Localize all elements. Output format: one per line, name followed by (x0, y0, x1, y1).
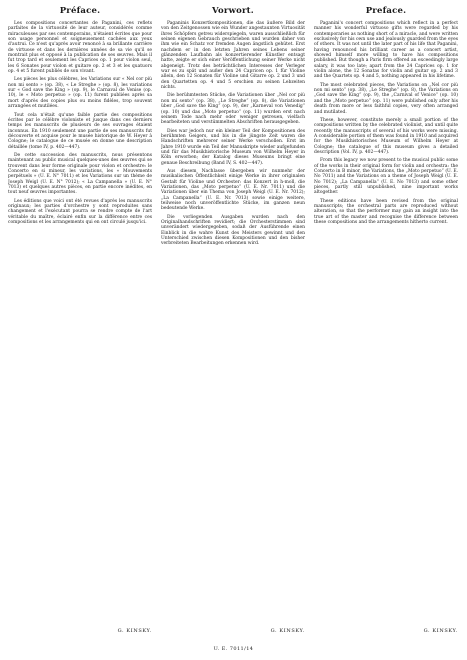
document-page (8, 6, 459, 654)
paragraph: Aus diesem Nachlasse übergeben wir nunmehr der musikalischen Öffentlichkeit einige Werke in ihrer originalen Gestalt für Violine und Orchester: das Konzert in h-moll, die Variationen, das „Moto perpetuo“ (U. E. Nr. 7011) und die Variationen über ein Thema von Joseph Weigl (U. E. Nr. 7012); „La Campanella“ (U. E. Nr. 7013) sowie einige weitere, teilweise noch unveröffentlichte Stücke, im ganzen neun bedeutende Werke. (161, 168, 305, 212)
french-preface-column (8, 6, 152, 626)
french-signature: G. KINSKY. (117, 628, 152, 634)
german-vorwort-column (161, 6, 305, 626)
paragraph: Les pièces les plus célèbres, les Variations sur « Nel cor più non mi sento » (op. 38), « Le Streghe » (op. 8), les variations sur « God save the King » (op. 9), le Carnaval de Venise (op. 10), le « Moto perpetuo » (op. 11) furent publiées après sa mort d'après des copies plus ou moins fidèles, trop souvent arrangées et mutilées. (8, 77, 152, 110)
german-signature: G. KINSKY. (270, 628, 305, 634)
paragraph: The most celebrated pieces, the Variations on „Nel cor più non mi sento“ (op. 38), „Le Streghe“ (op. 8), the Variations on „God save the King“ (op. 9), the „Carnival of Venice“ (op. 10) and the „Moto perpetuo“ (op. 11) were published only after his death from more or less faithful copies, very often arranged and mutilated. (314, 82, 458, 115)
plate-number-footer: U. E. 7011/14 (213, 646, 254, 652)
paragraph: Les éditions que voici ont été revues d'après les manuscrits originaux; les parties d'orchestre y sont reproduites sans changement et l'exécutant pourra se rendre compte de l'art véritable du maître, éclairé enfin sur la différence entre ces compositions et les arrangements qui en ont circulé jusqu'ici. (8, 198, 152, 226)
paragraph: These, however, constitute merely a small portion of the compositions written by the celebrated violinist, and until quite recently the manuscripts of several of his works were missing. A considerable portion of them was found in 1910 and acquired for the Musikhistorisches Museum of Wilhelm Heyer at Cologne; the catalogue of this museum gives a detailed description (Vol. IV, p. 402—447). (314, 117, 458, 155)
english-preface-title: Preface. (365, 6, 407, 16)
paragraph: These editions have been revised from the original manuscripts; the orchestral parts are reproduced without alteration, so that the performer may gain an insight into the true art of the master and recognise the difference between these compositions and the arrangements hitherto current. (314, 198, 458, 226)
german-vorwort-title: Vorwort. (212, 6, 254, 16)
paragraph: From this legacy we now present to the musical public some of the works in their original form for violin and orchestra: the Concerto in B minor, the Variations, the „Moto perpetuo“ (U. E. No 7011) and the Variations on a theme of Joseph Weigl (U. E. No 7012); „La Campanella“ (U. E. No 7013) and some other pieces, partly still unpublished, nine important works altogether. (314, 158, 458, 196)
paragraph: Die berühmtesten Stücke, die Variationen über „Nel cor più non mi sento“ (op. 38), „Le Streghe“ (op. 8), die Variationen über „God save the King“ (op. 9), der „Karneval von Venedig“ (op. 10) und das „Moto perpetuo“ (op. 11) wurden erst nach seinem Tode nach mehr oder weniger getreuen, vielfach bearbeiteten und verstümmelten Abschriften herausgegeben. (161, 93, 305, 126)
paragraph: De cette succession des manuscrits, nous présentons maintenant au public musical quelques-unes des œuvres qui se trouvent dans leur forme originale pour violon et orchestre: le Concerto en si mineur, les variations, les « Mouvements perpétuels » (U. E. N° 7011) et les Variations sur un thème de Joseph Weigl (U. E. N° 7012); « La Campanella » (U. E. N° 7013) et quelques autres pièces, en partie encore inédites, en tout neuf œuvres importantes. (8, 152, 152, 196)
paragraph: Les compositions concertantes de Paganini, ces reflets parfaites de la virtuosité de leur auteur, considérés comme miraculeuses par ses contemporains, n'étaient écrites que pour son usage personnel et soigneusement cachées aux yeux d'autrui. Ce n'est qu'après avoir renoncé à sa brillante carrière de virtuose et dans les dernières années de sa vie qu'il se montrait plus et opposé à la publication de ses œuvres. Mais il fut trop tard et seulement les Caprices op. 1 pour violon seul, les 6 Sonates pour violon et guitare op. 2 et 3 et les quatuors op. 4 et 5 furent publiés de son vivant. (8, 21, 152, 75)
german-vorwort-body (161, 21, 305, 247)
french-preface-title: Préface. (59, 6, 101, 16)
paragraph: Paganinis Konzertkompositionen, die das äußere Bild der von den Zeitgenossen wie ein Wunder angestaunten Virtuosität ihres Schöpfers getreu widerspiegeln, waren ausschließlich für seinen eigenen Gebrauch geschrieben und wurden daher von ihm wie ein Schatz vor fremden Augen ängstlich gehütet. Erst nachdem er in den letzten Jahren seines Lebens seiner glänzenden Laufbahn als konzertierender Künstler entsagt hatte, zeigte er sich einer Veröffentlichung seiner Werke nicht abgeneigt. Trotz des beträchtlichen Interesses der Verleger war es zu spät und außer den 24 Capricen op. 1 für Violine allein, den 12 Sonaten für Violine und Gitarre op. 2 und 3 und den Quartetten op. 4 und 5 erschien zu seinen Lebzeiten nichts. (161, 21, 305, 91)
paragraph: Tout cela n'était qu'une faible partie des compositions écrites par le célèbre violoniste et jusque dans ces derniers temps les manuscrits de plusieurs de ses ouvrages étaient inconnus. En 1910 seulement une partie de ses manuscrits fut découverte et acquise pour le musée historique de W. Heyer à Cologne; le catalogue de ce musée en donne une description détaillée (tome IV, p. 402—447). (8, 112, 152, 150)
french-preface-body (8, 21, 152, 225)
paragraph: Dies war jedoch nur ein kleiner Teil der Kompositionen des berühmten Geigers, und bis in die jüngste Zeit waren die Handschriften mehrerer seiner Werke verschollen. Erst im Jahre 1910 wurde ein Teil der Manuskripte wieder aufgefunden und für das Musikhistorische Museum von Wilhelm Heyer in Köln erworben; der Katalog dieses Museums bringt eine genaue Beschreibung (Band IV, S. 402—447). (161, 128, 305, 166)
english-signature: G. KINSKY. (423, 628, 458, 634)
paragraph: Die vorliegenden Ausgaben wurden nach den Originalhandschriften revidiert; die Orchesterstimmen sind unverändert wiedergegeben, sodaß der Ausführende einen Einblick in die wahre Kunst des Meisters gewinnt und den Unterschied zwischen diesen Kompositionen und den bisher verbreiteten Bearbeitungen erkennen wird. (161, 214, 305, 247)
paragraph: Paganini's concert compositions which reflect in a perfect manner his wonderful virtuoso gifts were regarded by his contemporaries as nothing short of a miracle, and were written exclusively for his own use and jealously guarded from the eyes of others. It was not until the later part of his life that Paganini, having renounced his brilliant career as a concert artist, showed himself more willing to have his compositions published. But though a Paris firm offered an exceedingly large salary, it was too late; apart from the 24 Caprices op. 1 for violin alone, the 12 Sonatas for violin and guitar op. 2 and 3 and the Quartets op. 4 and 5, nothing appeared in his lifetime. (314, 21, 458, 80)
english-preface-column (314, 6, 458, 626)
english-preface-body (314, 21, 458, 225)
